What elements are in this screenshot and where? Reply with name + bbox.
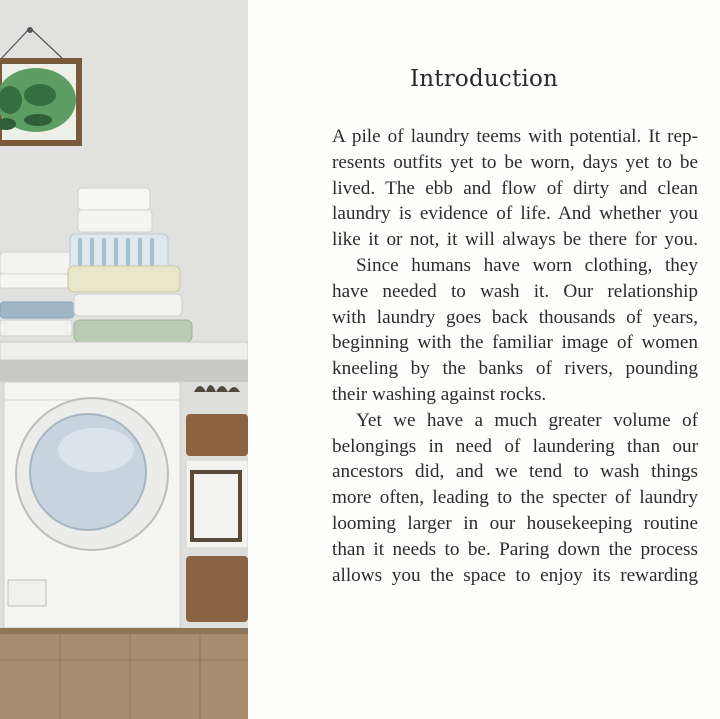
text-line: their washing against rocks. xyxy=(332,383,547,405)
text-line: Since humans have worn clothing, they xyxy=(356,254,698,276)
storage-baskets xyxy=(186,385,248,622)
text-line: resents outfits yet to be worn, days yet to be xyxy=(332,151,698,173)
washing-machine xyxy=(4,382,180,628)
text-line: laundry is evidence of life. And whether you xyxy=(332,203,698,225)
text-line: have needed to wash it. Our relationship xyxy=(332,280,698,302)
text-line: belongings in need of laundering than our xyxy=(332,435,698,457)
text-line: looming larger in our housekeeping routine xyxy=(332,512,698,534)
wooden-floor xyxy=(0,628,248,719)
text-line: allows you the space to enjoy its rewarding xyxy=(332,564,698,586)
text-line: more often, leading to the specter of laundry xyxy=(332,487,698,509)
laundry-room-illustration xyxy=(0,0,248,719)
text-line: than it needs to be. Paring down the process xyxy=(332,538,698,560)
text-line: A pile of laundry teems with potential. It rep- xyxy=(332,126,698,147)
text-line: lived. The ebb and flow of dirty and clean xyxy=(332,177,698,199)
shelf xyxy=(0,342,248,360)
paragraph-3 xyxy=(332,408,698,589)
text-line: kneeling by the banks of rivers, pounding xyxy=(332,358,698,380)
page-title: Introduction xyxy=(409,66,559,92)
framed-plant-picture xyxy=(0,58,82,146)
text-line: beginning with the familiar image of women xyxy=(332,332,698,354)
body-text xyxy=(332,124,698,588)
paragraph-1 xyxy=(332,124,698,253)
text-page xyxy=(248,0,720,719)
text-line: ancestors did, and we tend to wash things xyxy=(332,461,698,483)
text-line: Yet we have a much greater volume of xyxy=(356,409,698,431)
text-line: like it or not, it will always be there for you. xyxy=(332,229,698,251)
paragraph-2 xyxy=(332,253,698,408)
text-line: with laundry goes back thousands of years, xyxy=(332,306,698,328)
